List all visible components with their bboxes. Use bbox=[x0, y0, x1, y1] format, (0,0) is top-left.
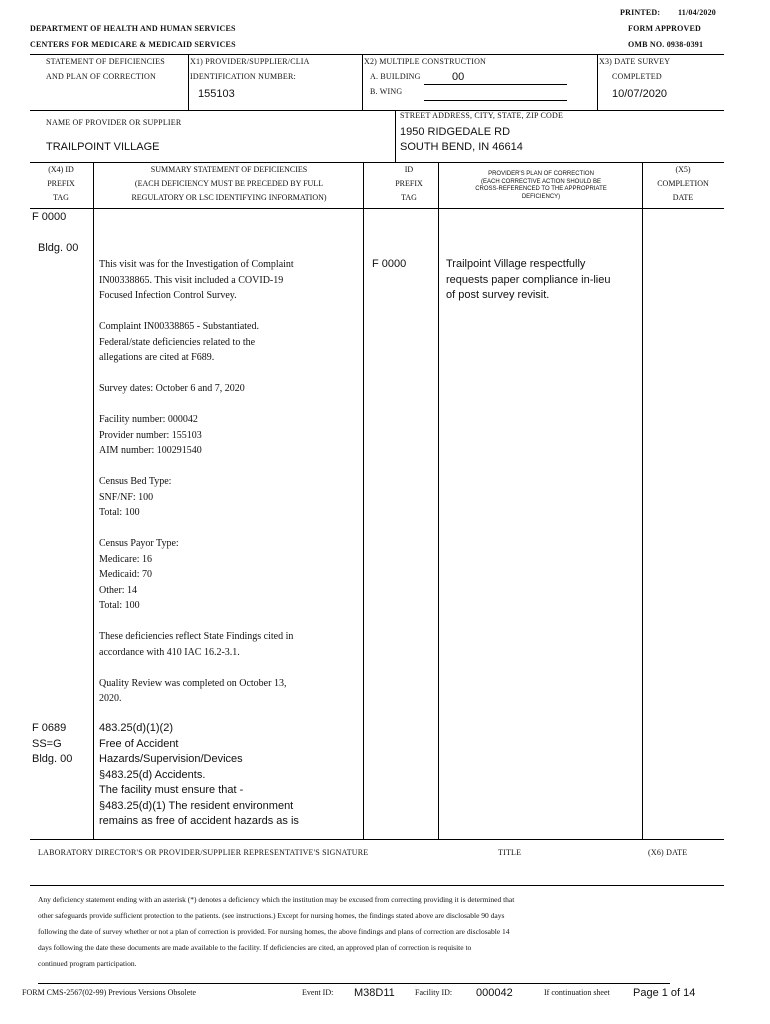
provider-name-label: NAME OF PROVIDER OR SUPPLIER bbox=[46, 118, 182, 127]
address-line-1: 1950 RIDGEDALE RD bbox=[400, 126, 511, 138]
building-underline bbox=[424, 84, 567, 85]
statement-label-1: STATEMENT OF DEFICIENCIES bbox=[46, 57, 165, 66]
address-line-2: SOUTH BEND, IN 46614 bbox=[400, 141, 523, 153]
building-tag-1: Bldg. 00 bbox=[38, 242, 79, 254]
summary-text-1: This visit was for the Investigation of Complaint IN00338865. This visit included a COVID-19 Focused Infection Control Survey. Complaint IN00338865 - Substantiated. Federal/state deficiencies related to the allegations are cited at F689. Survey dates: October 6 and 7, 2020 Facility number: 000042 Provider number: 155103 AIM number: 100291540 Census Bed Type: SNF/NF: 100 Total: 100 Census Payor Type: Medicare: 16 Medicaid: 70 Other: 14 Total: 100 These deficiencies reflect State Findings cited in accordance with 410 IAC 16.2-3.1. Quality Review was completed on October 13, 2020. bbox=[99, 259, 294, 704]
divider-x1 bbox=[188, 54, 189, 110]
plan-text-1: Trailpoint Village respectfully requests paper compliance in-lieu of post survey revisit. bbox=[446, 258, 611, 301]
wing-label: B. WING bbox=[370, 87, 403, 96]
x1-label-2: IDENTIFICATION NUMBER: bbox=[190, 72, 296, 81]
facility-id-value: 000042 bbox=[476, 987, 513, 999]
page-number: Page 1 of 14 bbox=[633, 987, 696, 999]
x3-label-2: COMPLETED bbox=[612, 72, 662, 81]
facility-id-label: Facility ID: bbox=[415, 988, 453, 997]
title-label: TITLE bbox=[498, 848, 522, 857]
building-value: 00 bbox=[452, 71, 465, 83]
plan-column-header: PROVIDER'S PLAN OF CORRECTION (EACH CORRECTIVE ACTION SHOULD BE CROSS-REFERENCED TO THE APPROPRIATE DEFICIENCY) bbox=[475, 171, 607, 200]
event-id-label: Event ID: bbox=[302, 988, 334, 997]
event-id-value: M38D11 bbox=[354, 987, 395, 999]
signature-label: LABORATORY DIRECTOR'S OR PROVIDER/SUPPLIER REPRESENTATIVE'S SIGNATURE bbox=[38, 848, 369, 857]
id-prefix-1: F 0000 bbox=[372, 258, 407, 270]
provider-name-value: TRAILPOINT VILLAGE bbox=[46, 141, 160, 153]
top-rule bbox=[30, 54, 724, 55]
divider-address bbox=[395, 110, 396, 162]
col-line-4 bbox=[642, 162, 643, 839]
id-column-header: ID PREFIX TAG bbox=[395, 165, 423, 202]
divider-x3 bbox=[597, 54, 598, 110]
omb-number: OMB NO. 0938-0391 bbox=[628, 40, 704, 49]
printed-date: 11/04/2020 bbox=[678, 8, 717, 17]
disclaimer-rule bbox=[38, 983, 670, 984]
signature-rule bbox=[30, 885, 724, 886]
divider-x2 bbox=[362, 54, 363, 110]
address-label: STREET ADDRESS, CITY, STATE, ZIP CODE bbox=[400, 111, 564, 120]
summary-column-header: SUMMARY STATEMENT OF DEFICIENCIES (EACH DEFICIENCY MUST BE PRECEDED BY FULL REGULATORY OR LSC IDENTIFYING INFORMATION) bbox=[131, 165, 327, 202]
x5-column-header: (X5) COMPLETION DATE bbox=[657, 165, 709, 202]
x4-column-header: (X4) ID PREFIX TAG bbox=[47, 165, 75, 202]
summary-text-2: 483.25(d)(1)(2) Free of Accident Hazards/Supervision/Devices §483.25(d) Accidents. The facility must ensure that - §483.25(d)(1) The resident environment remains as free of accident hazards as is bbox=[99, 722, 299, 827]
col-line-2 bbox=[363, 162, 364, 839]
col-line-1 bbox=[93, 162, 94, 839]
prefix-tag-2: F 0689 SS=G Bldg. 00 bbox=[32, 722, 73, 765]
x2-label: X2) MULTIPLE CONSTRUCTION bbox=[364, 57, 487, 66]
column-header-rule bbox=[30, 208, 724, 209]
printed-label: PRINTED: bbox=[620, 8, 661, 17]
x1-label-1: X1) PROVIDER/SUPPLIER/CLIA bbox=[190, 57, 310, 66]
centers-title: CENTERS FOR MEDICARE & MEDICAID SERVICES bbox=[30, 40, 236, 49]
col-line-3 bbox=[438, 162, 439, 839]
x6-date-label: (X6) DATE bbox=[648, 848, 688, 857]
x3-label-1: X3) DATE SURVEY bbox=[599, 57, 671, 66]
statement-label-2: AND PLAN OF CORRECTION bbox=[46, 72, 156, 81]
body-bottom-rule bbox=[30, 839, 724, 840]
boxes-rule bbox=[30, 110, 724, 111]
disclaimer-text: Any deficiency statement ending with an asterisk (*) denotes a deficiency which the institution may be excused from correcting providing it is determined that other safeguards provide sufficient protection to the patients. (see instructions.) Except for nursing homes, the findings stated above are disclosable 90 days following the date of survey whether or not a plan of correction is provided. For nursing homes, the above findings and plans of correction are disclosable 14 days following the date these documents are made available to the facility. If deficiencies are cited, an approved plan of correction is requisite to continued program participation. bbox=[38, 895, 515, 968]
continuation-label: If continuation sheet bbox=[544, 988, 610, 997]
building-label: A. BUILDING bbox=[370, 72, 421, 81]
wing-underline bbox=[424, 100, 567, 101]
prefix-tag-1: F 0000 bbox=[32, 211, 67, 223]
survey-date-value: 10/07/2020 bbox=[612, 88, 668, 100]
form-approved: FORM APPROVED bbox=[628, 24, 702, 33]
department-title: DEPARTMENT OF HEALTH AND HUMAN SERVICES bbox=[30, 24, 236, 33]
form-number: FORM CMS-2567(02-99) Previous Versions Obsolete bbox=[22, 988, 197, 997]
provider-id-value: 155103 bbox=[198, 88, 235, 100]
